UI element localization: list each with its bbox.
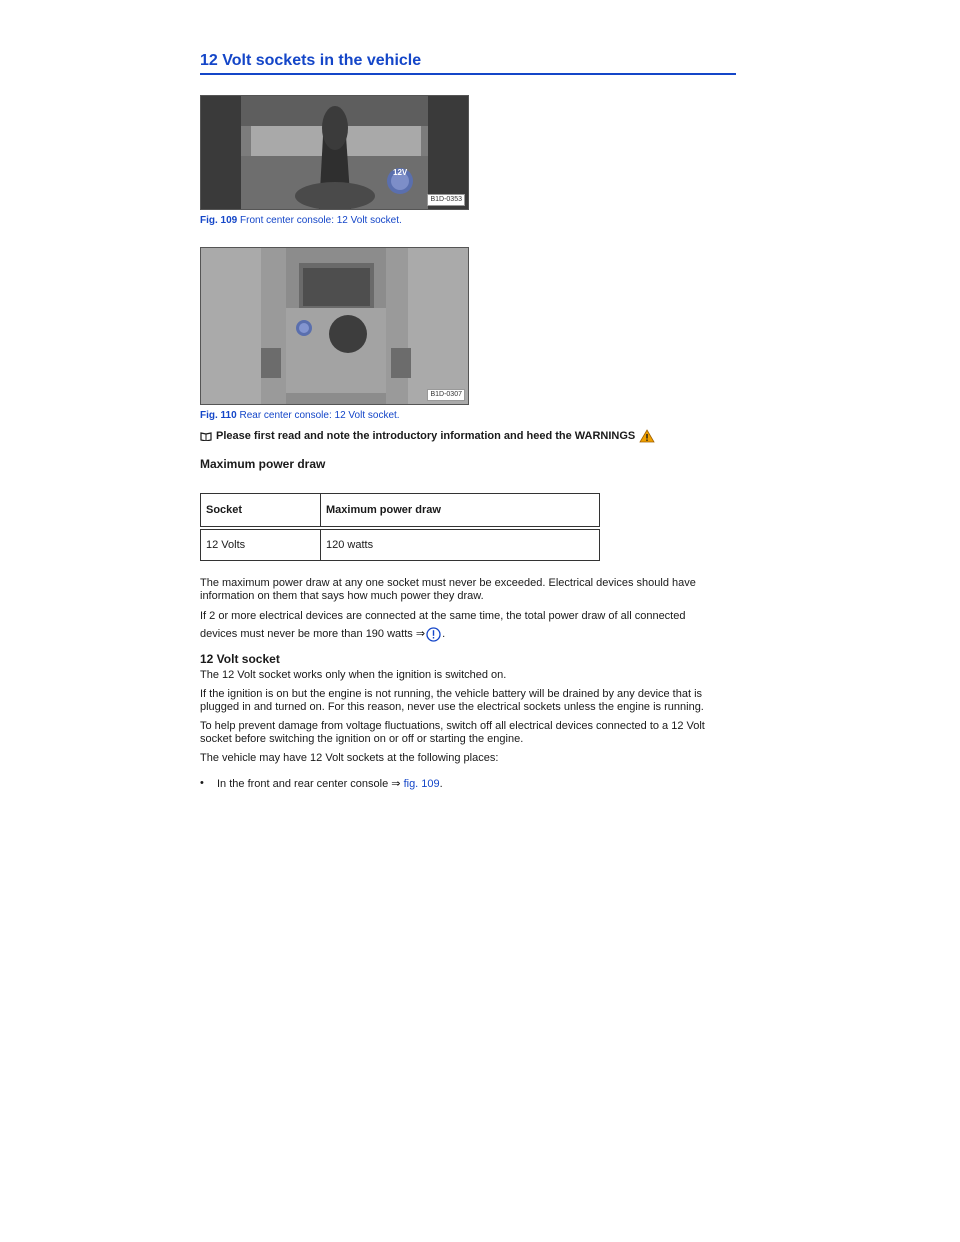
intro-text: Please first read and note the introductory information and heed the WARNINGS bbox=[216, 430, 636, 442]
warning-triangle-icon[interactable] bbox=[639, 429, 655, 443]
period: . bbox=[442, 628, 446, 640]
column-header: Socket bbox=[201, 494, 321, 529]
period: . bbox=[439, 778, 443, 790]
figure-caption bbox=[200, 410, 736, 421]
power-draw-heading: Maximum power draw bbox=[200, 457, 326, 471]
arrow-icon: ⇒ bbox=[391, 778, 401, 790]
paragraph: The maximum power draw at any one socket must never be exceeded. Electrical devices should have information on them that says how much power they draw. bbox=[200, 577, 696, 602]
figure-110 bbox=[200, 247, 736, 421]
list-item bbox=[200, 777, 736, 790]
paragraph bbox=[200, 610, 736, 642]
paragraph: The 12 Volt socket works only when the ignition is switched on. bbox=[200, 669, 507, 681]
column-header: Maximum power draw bbox=[321, 494, 600, 529]
figure-caption-text: Rear center console: 12 Volt socket. bbox=[239, 410, 400, 421]
paragraph: To help prevent damage from voltage fluctuations, switch off all electrical devices connected to a 12 Volt socket before switching the ignition on or off or starting the engine. bbox=[200, 720, 705, 745]
front-console-image bbox=[200, 95, 469, 210]
figure-code: B1D-0307 bbox=[427, 389, 465, 401]
figure-code: B1D-0353 bbox=[427, 194, 465, 206]
paragraph: The vehicle may have 12 Volt sockets at the following places: bbox=[200, 752, 499, 764]
table-header-row bbox=[201, 494, 600, 529]
power-draw-table bbox=[200, 493, 600, 561]
intro-note bbox=[200, 429, 736, 443]
paragraph-line: If 2 or more electrical devices are connected at the same time, the total power draw of all connected bbox=[200, 610, 686, 622]
exclamation-circle-icon[interactable] bbox=[426, 627, 441, 642]
figure-109 bbox=[200, 95, 736, 226]
book-icon bbox=[200, 432, 212, 441]
socket-locations-list bbox=[200, 777, 736, 790]
bullet: • bbox=[200, 777, 204, 789]
arrow-icon: ⇒ bbox=[415, 628, 426, 640]
manual-page bbox=[200, 52, 736, 790]
table-row bbox=[201, 528, 600, 561]
socket-heading: 12 Volt socket bbox=[200, 652, 280, 666]
rear-console-image bbox=[200, 247, 469, 405]
table-cell: 12 Volts bbox=[201, 528, 321, 561]
paragraph: If the ignition is on but the engine is not running, the vehicle battery will be drained by any device that is plugged in and turned on. For this reason, never use the electrical sockets unless the engine is running. bbox=[200, 688, 704, 713]
socket-label: 12V bbox=[393, 168, 408, 177]
figure-caption-text: Front center console: 12 Volt socket. bbox=[240, 215, 402, 226]
figure-caption bbox=[200, 215, 736, 226]
list-item-text: In the front and rear center console bbox=[217, 778, 389, 790]
figure-number: Fig. 110 bbox=[200, 410, 237, 421]
figure-link[interactable]: fig. 109 bbox=[403, 778, 440, 790]
figure-number: Fig. 109 bbox=[200, 215, 238, 226]
paragraph-line bbox=[200, 627, 736, 642]
paragraph-text: devices must never be more than 190 watts bbox=[200, 628, 413, 640]
table-cell: 120 watts bbox=[321, 528, 600, 561]
page-title: 12 Volt sockets in the vehicle bbox=[200, 52, 736, 75]
